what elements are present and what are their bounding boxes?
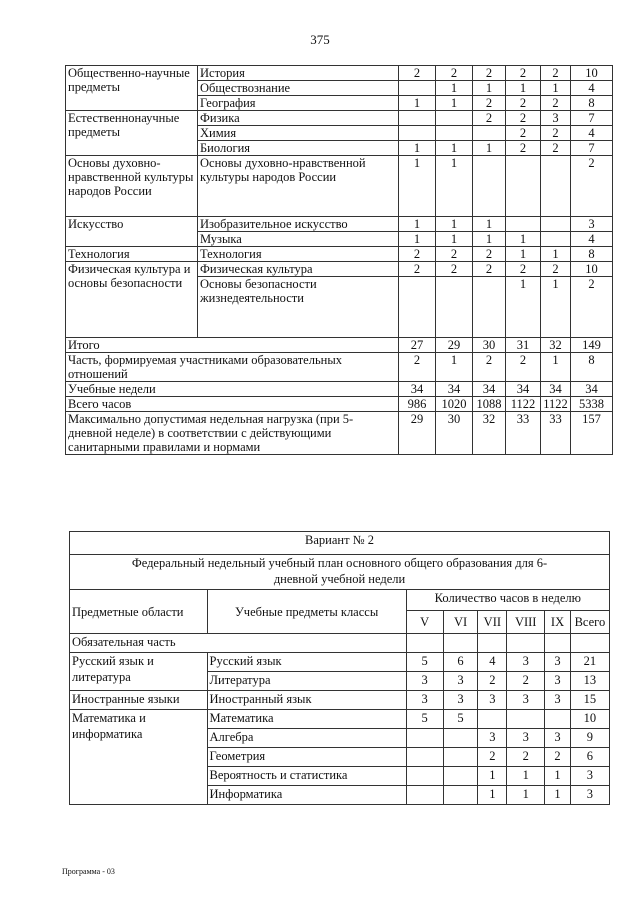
hours-cell: 32 [541, 338, 571, 353]
header-hours-per-week: Количество часов в неделю [406, 590, 609, 611]
hours-cell: 2 [473, 353, 506, 382]
hours-cell: 21 [570, 653, 609, 672]
hours-cell: 1 [541, 247, 571, 262]
hours-cell: 34 [571, 382, 613, 397]
hours-cell [399, 126, 436, 141]
grade-header: VII [478, 611, 507, 634]
hours-cell: 8 [571, 96, 613, 111]
hours-cell: 1 [436, 353, 473, 382]
subject-area: Общественно-научные предметы [66, 66, 198, 111]
hours-cell: 3 [545, 729, 571, 748]
hours-cell: 34 [541, 382, 571, 397]
hours-cell: 1122 [506, 397, 541, 412]
hours-cell: 3 [570, 767, 609, 786]
summary-row [66, 397, 613, 412]
hours-cell: 1 [436, 96, 473, 111]
hours-cell: 1 [507, 767, 545, 786]
hours-cell: 3 [507, 691, 545, 710]
hours-cell: 34 [399, 382, 436, 397]
hours-cell: 1 [473, 141, 506, 156]
hours-cell: 10 [571, 262, 613, 277]
hours-cell [541, 217, 571, 232]
summary-row [66, 412, 613, 455]
hours-cell: 2 [506, 126, 541, 141]
summary-row [66, 338, 613, 353]
hours-cell: 2 [399, 247, 436, 262]
subject-name: Вероятность и статистика [207, 767, 406, 786]
subject-name: Обществознание [198, 81, 399, 96]
hours-cell: 1 [541, 353, 571, 382]
curriculum-table-variant-2 [69, 531, 610, 805]
hours-cell: 29 [436, 338, 473, 353]
subject-area: Искусство [66, 217, 198, 247]
hours-cell: 1 [473, 232, 506, 247]
hours-cell [406, 729, 443, 748]
hours-cell: 2 [507, 748, 545, 767]
summary-row [66, 382, 613, 397]
subject-name: Алгебра [207, 729, 406, 748]
hours-cell: 1 [473, 81, 506, 96]
grade-header: IX [545, 611, 571, 634]
subject-name: География [198, 96, 399, 111]
hours-cell: 30 [436, 412, 473, 455]
hours-cell: 3 [507, 653, 545, 672]
hours-cell [399, 81, 436, 96]
hours-cell: 3 [545, 691, 571, 710]
grade-header: V [406, 611, 443, 634]
hours-cell [443, 767, 478, 786]
hours-cell: 13 [570, 672, 609, 691]
plan-title: Федеральный недельный учебный план основного общего образования для 6-дневной учебной недели [70, 555, 610, 590]
curriculum-table-continued [65, 65, 613, 455]
hours-cell: 5338 [571, 397, 613, 412]
hours-cell [406, 748, 443, 767]
hours-cell: 2 [506, 66, 541, 81]
hours-cell [473, 126, 506, 141]
subject-name: Биология [198, 141, 399, 156]
hours-cell [443, 729, 478, 748]
hours-cell: 1 [506, 232, 541, 247]
hours-cell: 2 [541, 262, 571, 277]
hours-cell: 1 [436, 217, 473, 232]
hours-cell: 2 [541, 141, 571, 156]
subject-name: История [198, 66, 399, 81]
variant-title: Вариант № 2 [70, 532, 610, 555]
hours-cell: 1 [399, 96, 436, 111]
hours-cell: 34 [436, 382, 473, 397]
summary-label: Учебные недели [66, 382, 399, 397]
hours-cell: 2 [541, 126, 571, 141]
hours-cell: 3 [443, 691, 478, 710]
hours-cell: 4 [571, 81, 613, 96]
table-row [70, 710, 610, 729]
hours-cell [506, 156, 541, 217]
hours-cell: 3 [478, 729, 507, 748]
subject-area: Физическая культура и основы безопасности [66, 262, 198, 338]
subject-name: Литература [207, 672, 406, 691]
hours-cell: 3 [541, 111, 571, 126]
subject-name: Физика [198, 111, 399, 126]
hours-cell: 3 [545, 653, 571, 672]
subject-area: Основы духовно-нравственной культуры народов России [66, 156, 198, 217]
hours-cell: 1 [436, 232, 473, 247]
table-row [66, 247, 613, 262]
subject-area: Естественнонаучные предметы [66, 111, 198, 156]
hours-cell: 2 [399, 353, 436, 382]
hours-cell: 2 [507, 672, 545, 691]
subject-name: Математика [207, 710, 406, 729]
hours-cell: 3 [570, 786, 609, 805]
hours-cell: 2 [473, 247, 506, 262]
hours-cell: 2 [545, 748, 571, 767]
hours-cell: 1 [506, 81, 541, 96]
hours-cell: 10 [571, 66, 613, 81]
hours-cell: 1 [506, 277, 541, 338]
header-row-1 [70, 590, 610, 611]
hours-cell: 2 [541, 66, 571, 81]
hours-cell: 2 [506, 141, 541, 156]
hours-cell: 149 [571, 338, 613, 353]
hours-cell: 1 [545, 786, 571, 805]
mandatory-part-label: Обязательная часть [70, 634, 407, 653]
variant-row [70, 532, 610, 555]
hours-cell: 1 [399, 156, 436, 217]
hours-cell: 2 [478, 672, 507, 691]
subject-area: Русский язык и литература [70, 653, 208, 691]
summary-label: Часть, формируемая участниками образовательных отношений [66, 353, 399, 382]
summary-label: Максимально допустимая недельная нагрузка (при 5-дневной неделе) в соответствии с действующими санитарными правилами и нормами [66, 412, 399, 455]
header-subjects: Учебные предметы классы [207, 590, 406, 634]
hours-cell: 5 [406, 710, 443, 729]
subject-area: Технология [66, 247, 198, 262]
hours-cell: 2 [506, 111, 541, 126]
hours-cell [506, 217, 541, 232]
hours-cell: 9 [570, 729, 609, 748]
hours-cell: 34 [506, 382, 541, 397]
hours-cell [473, 156, 506, 217]
hours-cell: 8 [571, 353, 613, 382]
table-row [66, 156, 613, 217]
hours-cell [507, 710, 545, 729]
hours-cell: 1 [436, 141, 473, 156]
hours-cell: 2 [473, 262, 506, 277]
hours-cell: 6 [443, 653, 478, 672]
hours-cell: 7 [571, 141, 613, 156]
hours-cell: 1 [478, 786, 507, 805]
hours-cell: 2 [399, 262, 436, 277]
grade-header: Всего [570, 611, 609, 634]
hours-cell: 1 [541, 277, 571, 338]
subject-name: Русский язык [207, 653, 406, 672]
hours-cell: 2 [473, 66, 506, 81]
title-row [70, 555, 610, 590]
subject-name: Технология [198, 247, 399, 262]
table-row [70, 653, 610, 672]
subject-name: Химия [198, 126, 399, 141]
hours-cell: 6 [570, 748, 609, 767]
hours-cell: 2 [506, 96, 541, 111]
hours-cell: 1 [399, 232, 436, 247]
hours-cell: 1 [473, 217, 506, 232]
hours-cell: 2 [478, 748, 507, 767]
hours-cell [478, 710, 507, 729]
table-row [70, 691, 610, 710]
subject-name: Информатика [207, 786, 406, 805]
footer-label: Программа - 03 [62, 867, 115, 876]
summary-row [66, 353, 613, 382]
summary-label: Итого [66, 338, 399, 353]
hours-cell [436, 277, 473, 338]
subject-name: Геометрия [207, 748, 406, 767]
hours-cell: 7 [571, 111, 613, 126]
hours-cell: 1 [478, 767, 507, 786]
hours-cell: 30 [473, 338, 506, 353]
hours-cell: 33 [541, 412, 571, 455]
hours-cell: 3 [443, 672, 478, 691]
hours-cell [541, 232, 571, 247]
hours-cell: 33 [506, 412, 541, 455]
hours-cell: 34 [473, 382, 506, 397]
subject-name: Музыка [198, 232, 399, 247]
hours-cell [541, 156, 571, 217]
subject-name: Физическая культура [198, 262, 399, 277]
hours-cell: 986 [399, 397, 436, 412]
hours-cell: 4 [478, 653, 507, 672]
hours-cell: 3 [545, 672, 571, 691]
hours-cell [399, 111, 436, 126]
hours-cell: 1 [506, 247, 541, 262]
hours-cell: 29 [399, 412, 436, 455]
hours-cell: 1 [399, 141, 436, 156]
hours-cell: 1 [436, 81, 473, 96]
hours-cell: 2 [571, 277, 613, 338]
hours-cell: 2 [436, 66, 473, 81]
grade-header: VIII [507, 611, 545, 634]
hours-cell: 1 [541, 81, 571, 96]
subject-name: Основы безопасности жизнедеятельности [198, 277, 399, 338]
hours-cell: 3 [478, 691, 507, 710]
header-subject-area: Предметные области [70, 590, 208, 634]
hours-cell [399, 277, 436, 338]
hours-cell: 27 [399, 338, 436, 353]
hours-cell: 3 [406, 672, 443, 691]
hours-cell: 1 [507, 786, 545, 805]
hours-cell: 157 [571, 412, 613, 455]
hours-cell: 31 [506, 338, 541, 353]
hours-cell: 2 [506, 262, 541, 277]
hours-cell: 2 [399, 66, 436, 81]
hours-cell: 5 [406, 653, 443, 672]
hours-cell: 15 [570, 691, 609, 710]
hours-cell: 1 [399, 217, 436, 232]
table-row [66, 111, 613, 126]
hours-cell [436, 126, 473, 141]
subject-name: Изобразительное искусство [198, 217, 399, 232]
hours-cell: 5 [443, 710, 478, 729]
subject-name: Основы духовно-нравственной культуры народов России [198, 156, 399, 217]
hours-cell: 2 [473, 111, 506, 126]
hours-cell: 2 [436, 262, 473, 277]
subject-name: Иностранный язык [207, 691, 406, 710]
hours-cell: 1122 [541, 397, 571, 412]
table-row [66, 262, 613, 277]
hours-cell: 3 [507, 729, 545, 748]
hours-cell: 1 [545, 767, 571, 786]
hours-cell: 4 [571, 232, 613, 247]
hours-cell [436, 111, 473, 126]
hours-cell: 10 [570, 710, 609, 729]
table-row [66, 66, 613, 81]
hours-cell: 2 [506, 353, 541, 382]
subject-area: Математика и информатика [70, 710, 208, 805]
hours-cell: 3 [571, 217, 613, 232]
hours-cell: 32 [473, 412, 506, 455]
mandatory-row [70, 634, 610, 653]
grade-header: VI [443, 611, 478, 634]
hours-cell [406, 767, 443, 786]
table-row [66, 217, 613, 232]
hours-cell [473, 277, 506, 338]
hours-cell [545, 710, 571, 729]
hours-cell: 2 [436, 247, 473, 262]
hours-cell: 8 [571, 247, 613, 262]
hours-cell [443, 786, 478, 805]
hours-cell [406, 786, 443, 805]
page-number: 375 [310, 32, 330, 47]
hours-cell: 1020 [436, 397, 473, 412]
summary-label: Всего часов [66, 397, 399, 412]
hours-cell: 3 [406, 691, 443, 710]
hours-cell: 2 [541, 96, 571, 111]
subject-area: Иностранные языки [70, 691, 208, 710]
hours-cell: 4 [571, 126, 613, 141]
hours-cell: 2 [571, 156, 613, 217]
hours-cell: 1 [436, 156, 473, 217]
hours-cell [443, 748, 478, 767]
hours-cell: 2 [473, 96, 506, 111]
hours-cell: 1088 [473, 397, 506, 412]
